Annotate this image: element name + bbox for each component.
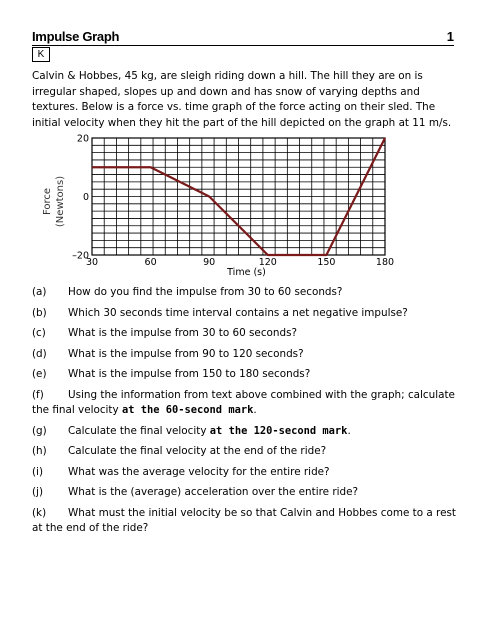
x-tick-label: 30 bbox=[85, 257, 99, 268]
x-tick-label: 150 bbox=[317, 257, 336, 268]
question-text: Using the information from text above combined with the graph; calculate the final velocity bbox=[32, 388, 455, 416]
question-a bbox=[32, 285, 466, 301]
question-i bbox=[32, 465, 466, 481]
question-b bbox=[32, 306, 466, 322]
question-d bbox=[32, 347, 466, 363]
y-axis-label-unit: (Newtons) bbox=[55, 175, 66, 228]
question-label: (k) bbox=[32, 506, 47, 519]
question-text: What is the impulse from 150 to 180 seconds? bbox=[68, 368, 311, 380]
force-time-graph bbox=[0, 125, 495, 285]
question-g bbox=[32, 424, 466, 440]
question-f bbox=[32, 388, 466, 419]
x-tick-label: 90 bbox=[203, 257, 216, 268]
question-label: (d) bbox=[32, 347, 47, 360]
question-text: What is the (average) acceleration over the entire ride? bbox=[68, 486, 358, 498]
question-text: How do you find the impulse from 30 to 60 seconds? bbox=[68, 286, 343, 298]
y-tick-label: –20 bbox=[72, 250, 89, 262]
question-c bbox=[32, 326, 466, 342]
question-text: Which 30 seconds time interval contains a net negative impulse? bbox=[68, 306, 408, 319]
question-text: What was the average velocity for the entire ride? bbox=[68, 465, 330, 478]
question-h bbox=[32, 444, 466, 460]
question-j bbox=[32, 485, 466, 501]
x-tick-label: 120 bbox=[258, 257, 277, 268]
level-badge: K bbox=[32, 47, 50, 62]
header-rule bbox=[32, 45, 454, 46]
x-tick-label: 180 bbox=[375, 257, 395, 268]
question-emphasis: at the 120-second mark bbox=[209, 424, 348, 437]
question-text: Calculate the final velocity bbox=[68, 424, 210, 437]
question-k bbox=[32, 506, 466, 537]
x-axis-label: Time (s) bbox=[227, 267, 266, 278]
question-label: (i) bbox=[32, 465, 43, 478]
question-text: Calculate the final velocity at the end of the ride? bbox=[68, 445, 327, 457]
intro-paragraph: Calvin & Hobbes, 45 kg, are sleigh riding down a hill. The hill they are on is irregular shaped, slopes up and down and has snow of varying depths and textures. Below is a force vs. time graph of the force acting on their sled. The initial velocity when they hit the part of the hill depicted on the graph at 11 m/s. bbox=[32, 70, 452, 129]
y-tick-label: 0 bbox=[82, 192, 89, 203]
y-axis-label: Force bbox=[42, 187, 53, 216]
page-title: Impulse Graph bbox=[32, 29, 120, 44]
question-tail: . bbox=[347, 424, 351, 437]
question-label: (g) bbox=[32, 424, 47, 437]
question-text: What must the initial velocity be so that Calvin and Hobbes come to a rest at the end of the ride? bbox=[32, 506, 456, 534]
question-label: (a) bbox=[32, 286, 47, 298]
question-text: What is the impulse from 30 to 60 seconds? bbox=[68, 327, 297, 339]
x-tick-label: 60 bbox=[144, 257, 157, 268]
question-emphasis: at the 60-second mark bbox=[121, 404, 254, 416]
question-text: What is the impulse from 90 to 120 seconds? bbox=[68, 347, 304, 360]
question-label: (e) bbox=[32, 368, 47, 380]
question-e bbox=[32, 367, 466, 383]
page-number: 1 bbox=[446, 29, 454, 44]
page-header bbox=[32, 29, 454, 45]
question-label: (b) bbox=[32, 306, 47, 319]
question-label: (j) bbox=[32, 486, 43, 498]
chart-svg bbox=[0, 125, 495, 285]
question-label: (f) bbox=[32, 388, 44, 401]
question-label: (c) bbox=[32, 327, 46, 339]
question-tail: . bbox=[253, 404, 257, 416]
question-label: (h) bbox=[32, 445, 47, 457]
question-list bbox=[32, 285, 466, 537]
y-tick-label: 20 bbox=[76, 133, 89, 145]
